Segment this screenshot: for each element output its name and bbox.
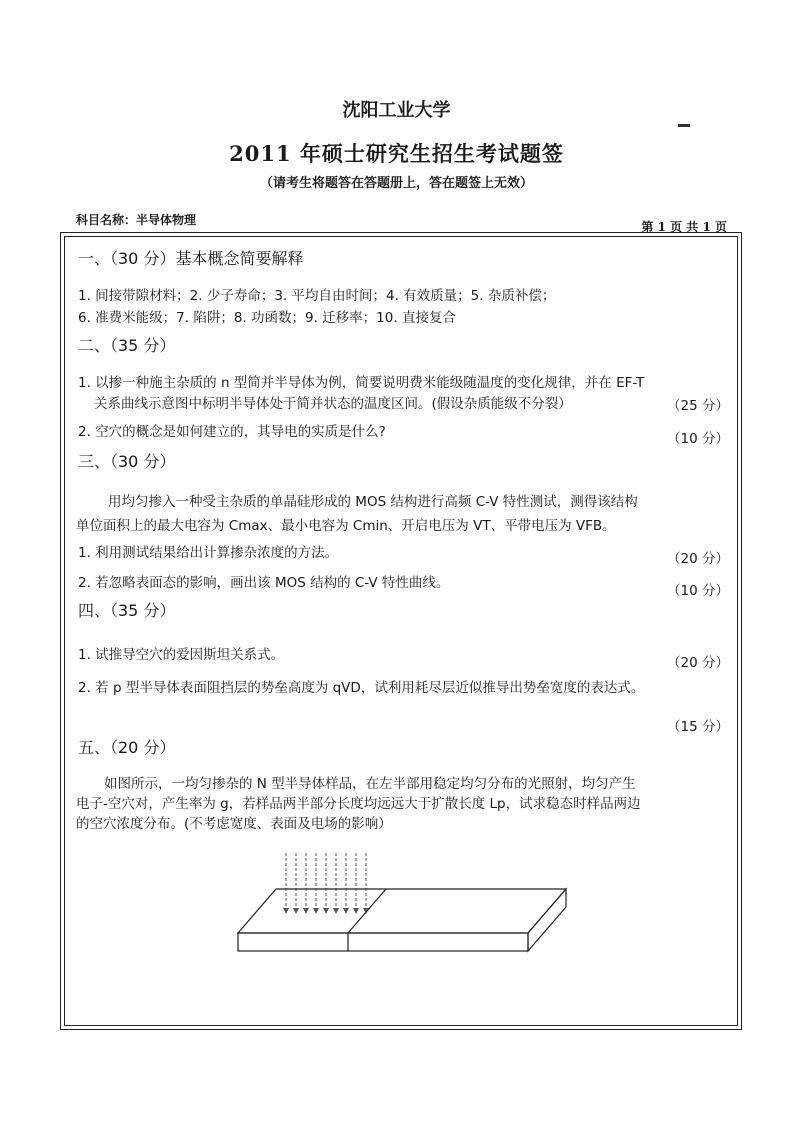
exam-note: （请考生将题答在答题册上，答在题签上无效） (259, 176, 533, 191)
section-3-q2: 2. 若忽略表面态的影响，画出该 MOS 结构的 C-V 特性曲线。 (78, 575, 450, 591)
sample-divider-top (348, 889, 386, 933)
sample-block (238, 889, 566, 951)
subject-name: 科目名称：半导体物理 (76, 213, 197, 227)
section-5-heading: 五、（20 分） (78, 738, 176, 757)
section-3-intro-line-2: 单位面积上的最大电容为 Cmax、最小电容为 Cmin、开启电压为 VT、平带电压为 VFB。 (76, 518, 616, 534)
section-1-heading: 一、（30 分）基本概念简要解释 (78, 249, 304, 268)
section-2-heading: 二、（35 分） (78, 336, 176, 355)
page-number: 第 1 页 共 1 页 (641, 220, 727, 234)
section-4-q1: 1. 试推导空穴的爱因斯坦关系式。 (78, 647, 285, 663)
section-3-intro-line-1: 用均匀掺入一种受主杂质的单晶硅形成的 MOS 结构进行高频 C-V 特性测试，测得该结构 (108, 494, 638, 510)
section-5-para-line-2: 电子-空穴对，产生率为 g，若样品两半部分长度均远远大于扩散长度 Lp，试求稳态时样品两边 (76, 796, 641, 812)
university-name: 沈阳工业大学 (342, 100, 451, 121)
scan-mark (678, 124, 690, 127)
section-5-para-line-1: 如图所示，一均匀掺杂的 N 型半导体样品，在左半部用稳定均匀分布的光照射，均匀产生 (104, 776, 636, 792)
section-4-q1-score: （20 分） (667, 655, 729, 671)
section-4-q2-score: （15 分） (667, 719, 729, 735)
section-4-q2: 2. 若 p 型半导体表面阻挡层的势垒高度为 qVD，试利用耗尽层近似推导出势垒宽度的表达式。 (78, 680, 645, 696)
section-1-line-2: 6. 准费米能级；7. 陷阱；8. 功函数；9. 迁移率；10. 直接复合 (78, 310, 456, 326)
light-arrows (286, 853, 366, 911)
exam-title: 2011 年硕士研究生招生考试题签 (229, 141, 564, 166)
section-1-line-1: 1. 间接带隙材料；2. 少子寿命；3. 平均自由时间；4. 有效质量；5. 杂质补偿； (78, 288, 556, 304)
section-3-q2-score: （10 分） (667, 583, 729, 599)
sample-top-face (238, 889, 566, 933)
section-4-heading: 四、（35 分） (78, 601, 176, 620)
sample-front-face (238, 933, 528, 951)
section-2-q1-line-2: 关系曲线示意图中标明半导体处于简并状态的温度区间。(假设杂质能级不分裂） (94, 396, 572, 412)
section-3-q1: 1. 利用测试结果给出计算掺杂浓度的方法。 (78, 545, 339, 561)
section-2-q2: 2. 空穴的概念是如何建立的，其导电的实质是什么? (78, 424, 386, 440)
section-5-para-line-3: 的空穴浓度分布。(不考虑宽度、表面及电场的影响） (76, 816, 392, 832)
section-2-q1-line-1: 1. 以掺一种施主杂质的 n 型简并半导体为例，简要说明费米能级随温度的变化规律，并在 EF-T (78, 375, 645, 391)
sample-side-face (528, 889, 566, 951)
section-2-q1-score: （25 分） (667, 398, 729, 414)
section-3-q1-score: （20 分） (667, 551, 729, 567)
section-3-heading: 三、（30 分） (78, 452, 176, 471)
sample-illumination-figure (230, 845, 575, 960)
section-2-q2-score: （10 分） (667, 431, 729, 447)
